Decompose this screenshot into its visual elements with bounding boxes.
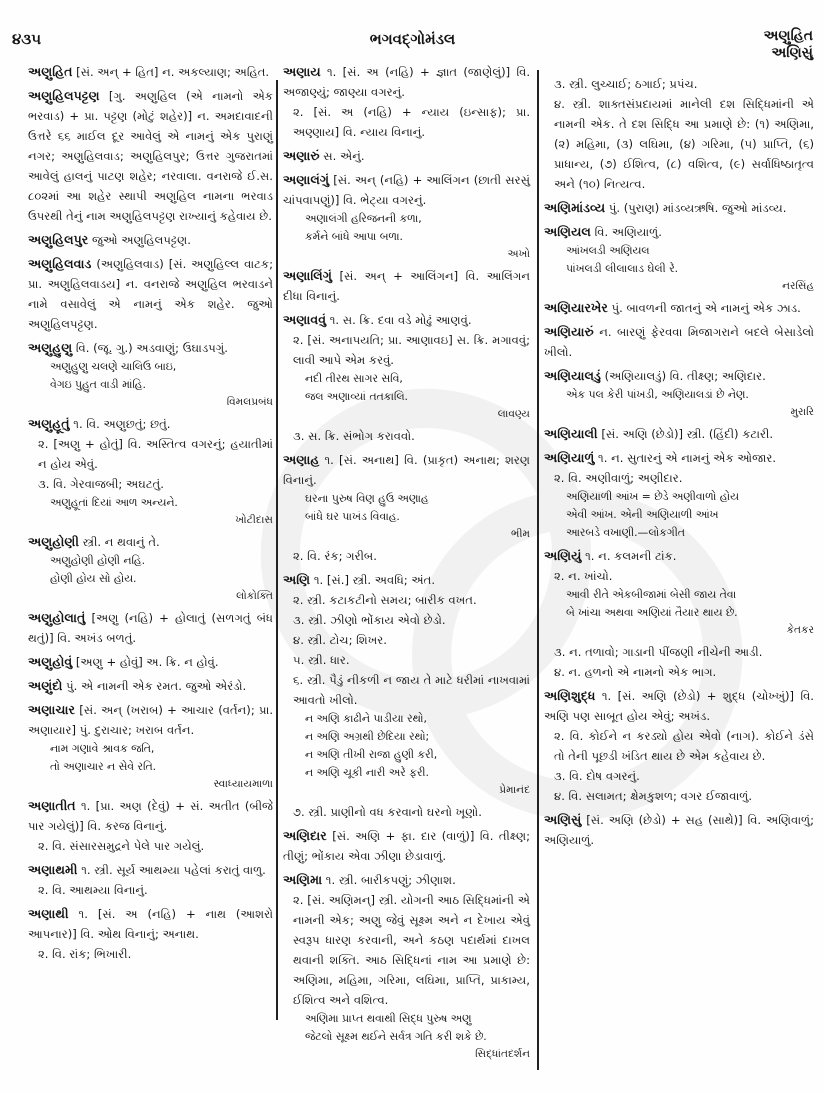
headword: અણારું [283,148,320,163]
quotation-line: એક પલ કેરી પાંખડી, અણિયાલડાં છે નેણ. [566,388,749,401]
sense: ૩. ન. તળાવો; ગાડાની પીંજણી નીચેની આડી. [554,645,763,659]
quotation-line: કર્મને બાંધે આપા બળા. [305,230,403,243]
quotation-line: બાંધે ઘર પાખંડ વિવાહ. [305,510,400,523]
headword: અણિયાળું [544,450,595,465]
definition: ૧. સ્ત્રી. બારીકપણું; ઝીણાશ. [325,873,456,887]
dictionary-entry [544,810,814,850]
headword: અણિશુદ્ધ [544,688,596,703]
quotation-line: ન અણિ ચૂકી નારી અરે ફરી. [305,766,429,779]
dictionary-entry [544,222,814,294]
quotation-line: હોણી હોય સો હોય. [50,572,137,585]
sense: ૬. સ્ત્રી. પૈડું નીકળી ન જાય તે માટે ધરીમાં નાખવામાં આવતો ખીલો. [293,673,530,707]
column-1 [28,62,273,968]
quotation-line: આરબડે વખાણી.—લોકગીત [566,526,685,539]
quotation-line: બે ખાંચા અથવા અણિયાં તૈયાર થાય છે. [566,606,738,619]
headword: અણિયાલડું [544,368,601,383]
dictionary-entry [28,414,273,528]
quotation-line: જલ અણાવ્યાં તતકાલિ. [305,390,408,403]
definition: [સં. અન્ (ખરાબ) + આચાર (વર્તન); પ્રા. અણાયાર] પું. દુરાચાર; ખરાબ વર્તન. [28,703,274,737]
entry-main [544,198,814,218]
headword: અણુંદો [28,678,63,693]
entry-main [28,62,273,82]
dictionary-entry [283,546,530,566]
entry-main [544,366,814,386]
dictionary-entry [283,62,530,142]
headword: અણિયલ [544,224,591,239]
page-header [0,0,825,61]
headword: અણાથમી [28,862,78,877]
headword: અણાવવું [283,312,327,327]
headword: અણાલંગું [283,172,330,187]
dictionary-entry [544,298,814,318]
page-number: ૪૩૫ [12,30,42,48]
headword: અણાલિંગું [283,268,332,283]
dictionary-entry [544,74,814,194]
entry-main [28,700,273,740]
quotation-line: નામ ગણાવે શ્રાવક જતિ, [50,742,155,755]
definition: સ. એનું. [323,149,365,163]
dictionary-entry [28,700,273,792]
sense: ૨. વિ. રાંક; ભિખારી. [38,947,132,961]
definition: ૧. સ્ત્રી. સૂર્ય આથમ્યા પહેલાં કરાતું વાળુ. [81,863,266,877]
dictionary-entry [28,904,273,964]
dictionary-entry [544,366,814,420]
sense: ૪. સ્ત્રી. શાક્તસંપ્રદાયમાં માનેલી દશ સિદ્ધિમાંની એ નામની એક. તે દશ સિદ્ધિ આ પ્રમાણે છે: (૧) અણિમા, (૨) મહિમા, (૩) લઘિમા, (૪) ગરિમા, (૫) પ્રાપ્તિ, (૬) પ્રાધાન્ય, (૭) ઈશિત્વ, (૮) વશિત્વ, (૯) સર્વાધિષ્ઠાતૃત્વ અને (૧૦) નિત્યત્વ. [554,97,814,191]
headword: અણુહોલાતું [28,610,86,625]
dictionary-entry [283,570,530,798]
quotation-source: ખોટીદાસ [235,514,273,526]
definition: [સં. અણિ (છેડો) + સહ (સાથે)] વિ. અણિવાળું; અણિયાળું. [544,813,814,847]
dictionary-entry [283,826,530,866]
quotation-line: જેટલો સૂક્ષ્મ થઈને સર્વત્ર ગતિ કરી શકે છે. [305,1030,487,1043]
column-divider-1 [276,80,278,1020]
sense: ૭. સ્ત્રી. પ્રાણીનો વધ કરવાનો ઘરનો ખૂણો. [293,805,482,819]
definition: ૧. વિ. અણુછતું; છતું. [73,417,171,431]
definition: સ્ત્રી. ન થવાનું તે. [82,535,160,549]
quotation-source: લોકોક્તિ [236,590,273,602]
definition: [સં. અન્ + આલિંગન] વિ. આલિંગન દીધા વિનાનું. [283,269,530,303]
headword: અણુહુણુ [28,340,73,355]
sense: ૨. [સં. અણિમન્] સ્ત્રી. યોગની આઠ સિદ્ધિમાંની એ નામની એક; અણુ જેવું સૂક્ષ્મ અને ન દેખાય એવું સ્વરૂપ ધારણ કરવાની, અને કઠણ પદાર્થમાં દાખલ થવાની શક્તિ. આઠ સિદ્ધિનાં નામ આ પ્રમાણે છે: અણિમા, મહિમા, ગરિમા, લઘિમા, પ્રાપ્તિ, પ્રાકામ્ય, ઈશિત્વ અને વશિત્વ. [293,893,530,1007]
dictionary-entry [544,642,814,682]
headword: અણુહિલપુર [28,232,89,247]
quotation-line: આંખલડી અણિયલ [566,244,650,257]
entry-main [283,450,530,490]
entry-main [283,570,530,590]
quotation-line: તો અણાચાર ન સેવે રતિ. [50,760,157,773]
entry-main [28,254,273,334]
entry-main [544,448,814,468]
headword: અણાથી [28,906,69,921]
definition: [અણુ + હોવું] અ. ક્રિ. ન હોવું. [75,655,219,669]
headword: અણિસું [544,812,582,827]
definition: ૧. ન. સુતારનું એ નામનું એક ઓજાર. [598,451,777,465]
dictionary-entry [28,86,273,226]
dictionary-entry [283,266,530,306]
entry-main [283,170,530,210]
sense: ૨. સ્ત્રી. કટાકટીનો સમય; બારીક વખત. [293,593,477,607]
sense: ૨. [સં. અનાપયતિ; પ્રા. આણાવઇ] સ. ક્રિ. મગાવવું; લાવી આપે એમ કરવું. [293,333,530,367]
sense: ૪. વિ. સલામત; ક્ષેમકુશળ; વગર ઈજાવાળું. [554,789,753,803]
headword: અણાય [283,64,321,79]
entry-main [283,310,530,330]
quotation-source: કેતકર [786,624,814,636]
dictionary-entry [283,450,530,542]
quotation-source: સિદ્ધાંતદર્શન [475,1048,530,1060]
sense: ૨. વિ. રંક; ગરીબ. [293,549,377,563]
definition: [અણુ (નહિ) + હોલાતું (સળગતું બંધ થતું)] વિ. અખંડ બળતું. [28,611,273,645]
entry-main [544,298,814,318]
dictionary-entry [544,322,814,362]
running-title: ભગવદ્ગોમંડલ [369,30,456,48]
dictionary-entry [28,338,273,410]
definition: [સં. અન્ (નહિ) + આલિંગન (છાતી સરસું ચાંપવાપણું)] વિ. ભેટ્યા વગરનું. [283,173,530,207]
sense: ૨. વિ. કોઈને ન કરડ્યો હોય એવો (નાગ). કોઈને ડંસે તો તેની પૂછડી ખંડિત થાય છે એમ કહેવાય છે. [554,729,814,763]
quotation-line: અણિમા પ્રાપ્ત થવાથી સિદ્ધ પુરુષ અણુ [305,1012,472,1025]
headword: અણુહોણી [28,534,79,549]
definition: પું. એ નામની એક રમત. જુઓ એરંડો. [66,679,247,693]
dictionary-entry [544,686,814,806]
quotation-source: સ્વાધ્યાયમાળા [213,778,273,790]
quotation-line: ન અણિ તીખી રાજા હુણી કરી, [305,748,438,761]
quotation-line: અણિયાળી આંખ = છેડે અણીવાળો હોય [566,490,739,503]
entry-main [28,652,273,672]
guide-word-first: અણુહિત [763,28,813,44]
headword: અણિયારું [544,324,594,339]
definition: પું. (પુરાણ) માંડવ્યઋષિ. જુઓ માંડવ્ય. [608,201,787,215]
definition: વિ. (જૂ. ગુ.) અડવાણું; ઉઘાડપગું. [75,341,228,355]
sense: ૩. સ્ત્રી. લુચ્ચાઈ; ઠગાઈ; પ્રપંચ. [554,77,698,91]
definition: [ગુ. અણુહિલ (એ નામનો એક ભરવાડ) + પ્રા. પટ્ટણ (મોટું શહેર)] ન. અમદાવાદની ઉત્તરે ૬૬ માઈલ દૂર આવેલું એ નામનું એક પુરાણું નગર; અણુહિલવાડ; અણુહિલપુર; ઉત્તર ગુજરાતમાં આવેલું હાલનું પાટણ શહેર; નરવાલા. વનરાજે ઈ.સ. ૮૦૨માં આ શહેર સ્થાપી અણુહિલ નામના ભરવાડ ઉપરથી તેનું નામ અણુહિલપટ્ટણ રાખ્યાનું કહેવાય છે. [28,89,273,223]
entry-main [283,146,530,166]
quotation-source: ભીમ [511,528,530,540]
entry-main [28,676,273,696]
guide-word-last: અણિસું [771,45,813,61]
entry-main [283,266,530,306]
entry-main [544,546,814,566]
column-divider-2 [537,70,539,1070]
definition: પું. બાવળની જાતનું એ નામનું એક ઝાડ. [611,301,801,315]
quotation-line: અણુહૂતાં દિયાં આળ અન્યને. [50,496,178,509]
definition: ન. બારણું ફેરવવા મિજાગરાને બદલે બેસાડેલો ખીલો. [544,325,815,359]
dictionary-entry [544,448,814,542]
headword: અણુહિલપટ્ટણ [28,88,100,103]
quotation-source: મુરારિ [790,406,814,418]
definition: વિ. અણિયાળું. [594,225,662,239]
quotation-line: આવી રીતે એકબીજામાં બેસી જાય તેવા [566,588,737,601]
headword: અણિયું [544,548,582,563]
dictionary-entry [28,676,273,696]
dictionary-entry [28,860,273,900]
definition: ૧. સ. ક્રિ. દવા વડે મોઢું આણવું. [329,313,472,327]
definition: ૧. [સં. અણિ (છેડો) + શુદ્ધ (ચોખ્ખું)] વિ. અણિ પણ સાબૂત હોય એવું; અખંડ. [544,689,814,723]
entry-main [283,826,530,866]
sense: ૪. ન. હળનો એ નામનો એક ભાગ. [554,665,717,679]
entry-main [283,62,530,102]
definition: (અણુહિલવાડ) [સં. અણુહિલ્લ વાટક; પ્રા. અણુહિલવાડય] ન. વનરાજે અણુહિલ ભરવાડને નામે વસાવેલું એ નામનું એક શહેર. જુઓ અણુહિલપટ્ટણ. [28,257,273,331]
dictionary-entry [544,424,814,444]
entry-main [28,796,273,836]
entry-main [28,532,273,552]
definition: (અણિયાલડું) વિ. તીક્ષ્ણ; અણિદાર. [604,369,766,383]
dictionary-entry [283,310,530,422]
headword: અણિમા [283,872,323,887]
definition: [સં. અણિ (છેડો)] સ્ત્રી. (હિંદી) કટારી. [601,427,774,441]
quotation-line: નદી તીરથ સાગર સવિ, [305,372,403,385]
quotation-line: પાંખલડી લીલાલાડ ઘેલી રે. [566,262,679,275]
headword: અણિયાલી [544,426,598,441]
headword: અણિયારખેર [544,300,608,315]
quotation-line: અણાલંગી હરિજનની કળા, [305,212,422,225]
guide-words [764,28,813,62]
definition: ૧. [સં. અનાથ] વિ. (પ્રાકૃત) અનાથ; શરણ વિનાનું. [283,453,530,487]
sense: ૨. [અણુ + હોતું] વિ. અસ્તિત્વ વગરનું; હયાતીમાં ન હોય એવું. [38,437,273,471]
entry-main [28,414,273,434]
headword: અણાચાર [28,702,76,717]
dictionary-entry [28,230,273,250]
definition: ૧. [સં. અ (નહિ) + નાથ (આશરો આપનાર)] વિ. ઓથ વિનાનું; અનાથ. [28,907,273,941]
dictionary-entry [283,170,530,262]
dictionary-entry [28,254,273,334]
definition: ૧. [સં. અ (નહિ) + જ્ઞાત (જાણેલું)] વિ. અજાણ્યું; જાણ્યા વગરનું. [283,65,530,99]
quotation-line: વેગઇ પુહુત વાડી માંહિ. [50,378,146,391]
quotation-source: લાવણ્ય [497,408,530,420]
entry-main [28,230,273,250]
quotation-line: ન અણિ અગ્રથી છેદિયા રથો; [305,730,430,743]
dictionary-entry [28,652,273,672]
quotation-source: નરસિંહ [782,280,814,292]
entry-main [544,222,814,242]
sense: ૨. [સં. અ (નહિ) + ન્યાય (ઇન્સાફ); પ્રા. અણ્ણાય] વિ. ન્યાય વિનાનું. [293,105,530,139]
definition: ૧. ન. કલમની ટાંક. [585,549,677,563]
dictionary-entry [283,146,530,166]
definition: [સં. અણિ + ફા. દાર (વાળું)] વિ. તીક્ષ્ણ; તીણું; ભોંકાય એવા ઝીણા છેડાવાળું. [283,829,530,863]
headword: અણાતીત [28,798,76,813]
dictionary-entry [28,62,273,82]
entry-main [28,904,273,944]
dictionary-entry [283,802,530,822]
quotation-line: અણુહોણી હોણી નહિ. [50,554,146,567]
dictionary-entry [544,546,814,638]
quotation-line: અણુહુણુ ચલણે ચાલિઉ બાઇ, [50,360,177,373]
dictionary-entry [283,870,530,1062]
entry-main [544,424,814,444]
sense: ૫. સ્ત્રી. ધાર. [293,653,350,667]
sense: ૩. સ. ક્રિ. સંભોગ કરાવવો. [293,429,415,443]
dictionary-entry [28,608,273,648]
sense: ૩. સ્ત્રી. ઝીણો ભોંકાય એવો છેડો. [293,613,446,627]
entry-main [28,338,273,358]
headword: અણુહિત [28,64,73,79]
headword: અણિદાર [283,828,327,843]
sense: ૨. વિ. સંસારસમુદ્રને પેલે પાર ગયેલું. [38,839,205,853]
entry-main [544,322,814,362]
sense: ૩. વિ. દોષ વગરનું. [554,769,640,783]
headword: અણુહૂતું [28,416,70,431]
sense: ૨. વિ. અણીવાળું; અણીદાર. [554,471,683,485]
headword: અણુહિલવાડ [28,256,92,271]
definition: જુઓ અણુહિલપટ્ટણ. [91,233,191,247]
sense: ૨. ન. ખાંચો. [554,569,613,583]
dictionary-entry [544,198,814,218]
definition: ૧. [પ્રા. અણ (દેવું) + સં. અતીત (બીજે પાર ગયેલું)] વિ. કરજ વિનાનું. [28,799,273,833]
quotation-line: ન અણિ કાઢીને પાડીયા રથો, [305,712,427,725]
quotation-line: એવી આંખ. એની અણિયાળી આંખ [566,508,719,521]
entry-main [28,860,273,880]
dictionary-entry [283,426,530,446]
entry-main [544,686,814,726]
headword: અણાહ [283,452,320,467]
entry-main [28,608,273,648]
definition: ૧. [સં.] સ્ત્રી. અવધિ; અંત. [313,573,436,587]
entry-main [544,810,814,850]
sense: ૩. વિ. ગેરવાજબી; અઘટતું. [38,477,164,491]
headword: અણિ [283,572,311,587]
entry-main [283,870,530,890]
column-2 [283,62,530,1066]
dictionary-entry [28,796,273,856]
quotation-line: ઘરના પુરુષ વિણ હુઉ અણાહ [305,492,429,505]
sense: ૪. સ્ત્રી. ટોચ; શિખર. [293,633,387,647]
column-3 [544,74,814,854]
definition: [સં. અન્ + હિત] ન. અકલ્યાણ; અહિત. [76,65,270,79]
quotation-source: અખો [507,248,530,260]
sense: ૨. વિ. આથમ્યા વિનાનું. [38,883,148,897]
headword: અણુહોવું [28,654,73,669]
entry-main [28,86,273,226]
headword: અણિમાંડવ્ય [544,200,606,215]
quotation-source: વિમલપ્રબંધ [226,396,273,408]
dictionary-entry [28,532,273,604]
quotation-source: પ્રેમાનંદ [499,784,530,796]
